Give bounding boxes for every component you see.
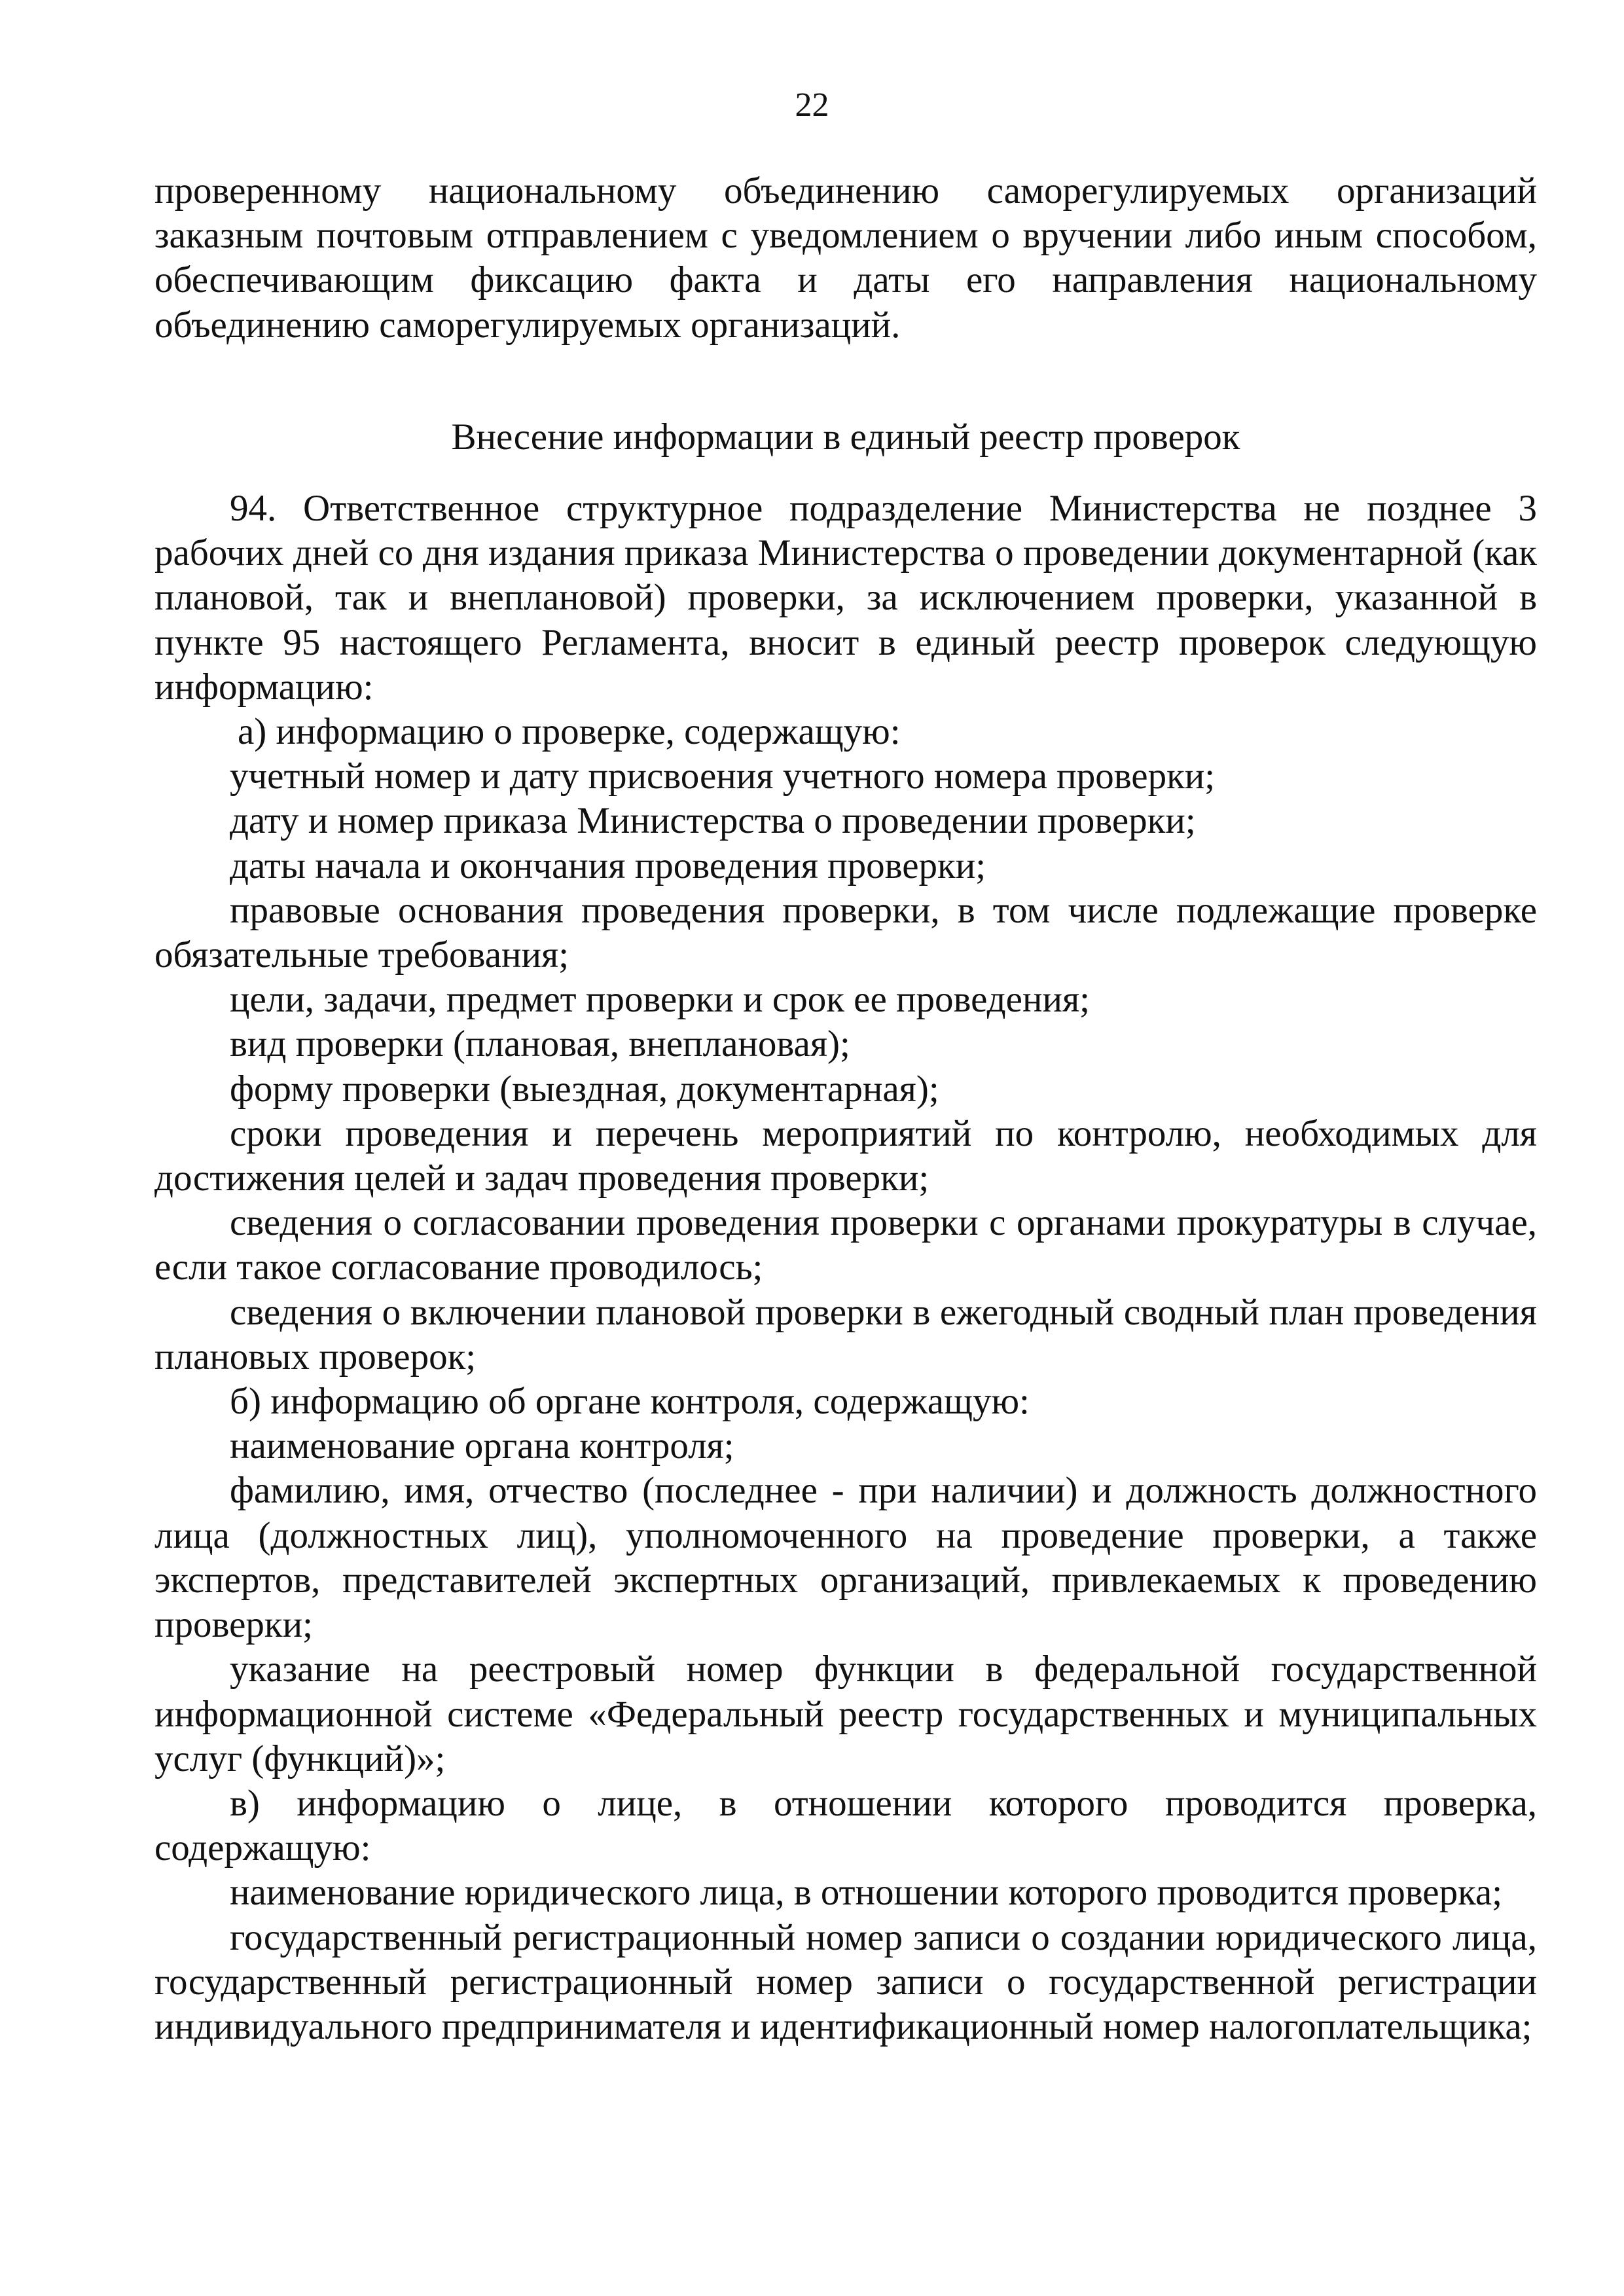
section-title: Внесение информации в единый реестр проверок xyxy=(451,416,1240,458)
list-item-a4: правовые основания проведения проверки, в том числе подлежащие проверке обязательные требования; xyxy=(154,889,1537,976)
list-item-a2: дату и номер приказа Министерства о проведении проверки; xyxy=(230,800,1196,842)
paragraph-94: 94. Ответственное структурное подразделение Министерства не позднее 3 рабочих дней со дня издания приказа Министерства о проведении документарной (как плановой, так и внеплановой) проверки, за исключением проверки, указанной в пункте 95 настоящего Регламента, вносит в единый реестр проверок следующую информацию: xyxy=(154,488,1537,708)
page-number: 22 xyxy=(795,86,829,124)
list-item-a8: сроки проведения и перечень мероприятий по контролю, необходимых для достижения целей и задач проведения проверки; xyxy=(154,1112,1537,1199)
list-item-v1: наименование юридического лица, в отношении которого проводится проверка; xyxy=(230,1872,1503,1914)
list-item-a6: вид проверки (плановая, внеплановая); xyxy=(230,1023,850,1065)
document-body xyxy=(154,169,1537,2049)
list-item-a3: даты начала и окончания проведения проверки; xyxy=(230,845,986,886)
list-item-v: в) информацию о лице, в отношении которого проводится проверка, содержащую: xyxy=(154,1782,1537,1869)
list-item-a5: цели, задачи, предмет проверки и срок ее проведения; xyxy=(230,979,1091,1021)
list-item-a1: учетный номер и дату присвоения учетного номера проверки; xyxy=(230,756,1216,797)
list-item-a9: сведения о согласовании проведения проверки с органами прокуратуры в случае, если такое согласование проводилось; xyxy=(154,1202,1537,1288)
list-item-a: а) информацию о проверке, содержащую: xyxy=(238,711,901,753)
list-item-a7: форму проверки (выездная, документарная); xyxy=(230,1068,939,1110)
list-item-b3: указание на реестровый номер функции в федеральной государственной информационной системе «Федеральный реестр государственных и муниципальных услуг (функций)»; xyxy=(154,1649,1537,1779)
list-item-b: б) информацию об органе контроля, содержащую: xyxy=(230,1381,1030,1423)
list-item-a10: сведения о включении плановой проверки в ежегодный сводный план проведения плановых проверок; xyxy=(154,1291,1537,1377)
list-item-b2: фамилию, имя, отчество (последнее - при наличии) и должность должностного лица (должностных лиц), уполномоченного на проведение проверки, а также экспертов, представителей экспертных организаций, привлекаемых к проведению проверки; xyxy=(154,1470,1537,1646)
paragraph-continuation: проверенному национальному объединению саморегулируемых организаций заказным почтовым отправлением с уведомлением о вручении либо иным способом, обеспечивающим фиксацию факта и даты его направления национальному объединению саморегулируемых организаций. xyxy=(154,170,1537,346)
list-item-v2: государственный регистрационный номер записи о создании юридического лица, государственный регистрационный номер записи о государственной регистрации индивидуального предпринимателя и идентификационный номер налогоплательщика; xyxy=(154,1916,1537,2047)
list-item-b1: наименование органа контроля; xyxy=(230,1425,734,1467)
